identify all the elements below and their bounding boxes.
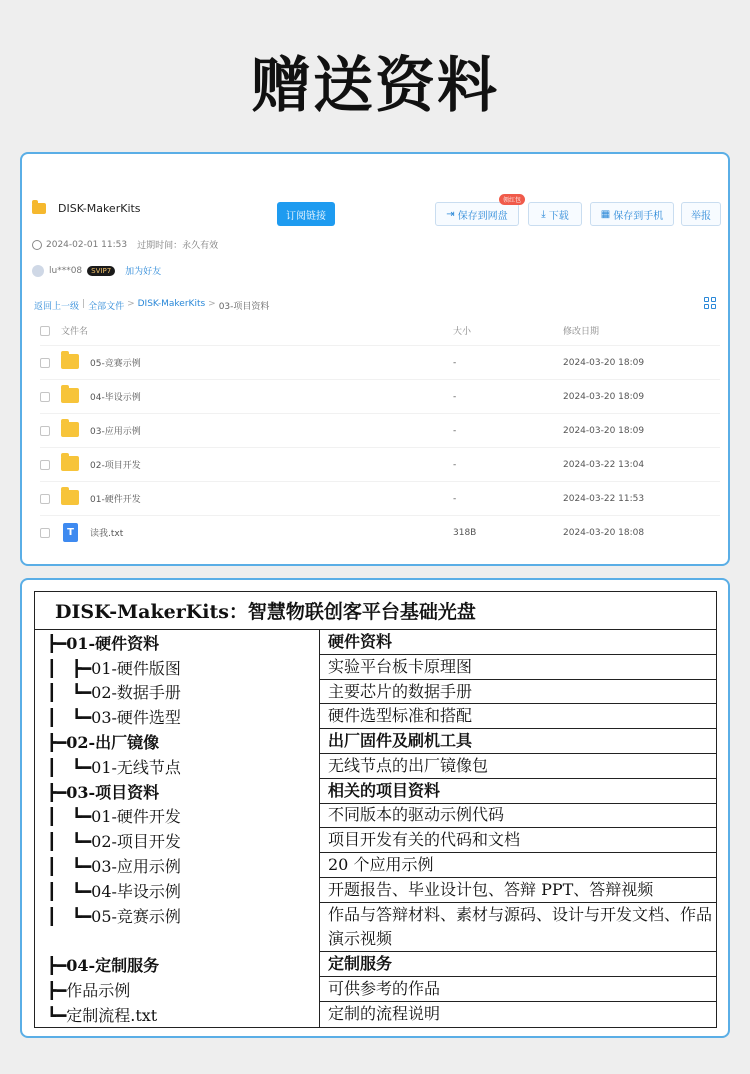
save-to-phone-label: 保存到手机 xyxy=(613,210,664,222)
breadcrumb: 返回上一级 | 全部文件 > DISK-MakerKits > 03-项目资料 xyxy=(34,299,270,312)
tree-item: ┃ ┗━04-毕设示例 xyxy=(35,878,320,903)
file-row[interactable] xyxy=(40,481,720,515)
folder-icon xyxy=(61,388,79,403)
tree-item: ┃ ┗━03-应用示例 xyxy=(35,853,320,878)
row-checkbox[interactable] xyxy=(40,392,50,402)
share-datetime: 2024-02-01 11:53 xyxy=(46,239,128,250)
file-size: 318B xyxy=(453,527,477,538)
download-icon: ⤓ xyxy=(541,208,546,220)
tree-item: ┣━01-硬件资料 xyxy=(35,630,320,655)
contents-card xyxy=(20,578,730,1038)
tree-item: ┃ ┗━05-竞赛示例 xyxy=(35,903,320,953)
file-row[interactable] xyxy=(40,413,720,447)
column-name[interactable]: 文件名 xyxy=(61,327,89,337)
file-name[interactable]: 读我.txt xyxy=(90,529,124,539)
item-description: 出厂固件及刷机工具 xyxy=(320,729,716,754)
red-packet-badge: 领红包 xyxy=(499,194,525,205)
file-list-header xyxy=(40,324,720,342)
item-description: 相关的项目资料 xyxy=(320,779,716,804)
file-size: - xyxy=(453,357,457,368)
item-description: 硬件选型标准和搭配 xyxy=(320,704,716,729)
tree-item: ┣━04-定制服务 xyxy=(35,952,320,977)
file-row[interactable] xyxy=(40,447,720,481)
user-name[interactable]: lu***08 xyxy=(49,265,83,276)
file-row[interactable] xyxy=(40,379,720,413)
share-meta xyxy=(32,238,218,251)
item-description: 作品与答辩材料、素材与源码、设计与开发文档、作品演示视频 xyxy=(320,903,716,953)
table-row xyxy=(35,853,716,878)
table-row xyxy=(35,704,716,729)
file-size: - xyxy=(453,391,457,402)
tree-item: ┣━03-项目资料 xyxy=(35,779,320,804)
expire-text: 过期时间：永久有效 xyxy=(137,241,219,251)
table-row xyxy=(35,878,716,903)
table-row xyxy=(35,1002,716,1027)
folder-icon xyxy=(61,422,79,437)
table-row xyxy=(35,729,716,754)
page-title: 赠送资料 xyxy=(251,51,499,121)
item-description: 定制的流程说明 xyxy=(328,1004,441,1024)
save-to-disk-button[interactable] xyxy=(435,202,519,226)
report-button[interactable]: 举报 xyxy=(681,202,721,226)
row-checkbox[interactable] xyxy=(40,494,50,504)
table-row xyxy=(35,903,716,953)
avatar[interactable] xyxy=(32,265,44,277)
download-label: 下载 xyxy=(548,210,569,222)
tree-item: ┣━作品示例 xyxy=(35,977,320,1002)
table-row xyxy=(35,754,716,779)
item-description: 项目开发有关的代码和文档 xyxy=(320,828,716,853)
column-size[interactable]: 大小 xyxy=(453,327,472,337)
item-description: 无线节点的出厂镜像包 xyxy=(320,754,716,779)
breadcrumb-disk[interactable]: DISK-MakerKits xyxy=(137,299,206,309)
row-checkbox[interactable] xyxy=(40,528,50,538)
row-checkbox[interactable] xyxy=(40,358,50,368)
file-date: 2024-03-20 18:09 xyxy=(563,425,645,436)
table-row xyxy=(35,952,716,977)
file-date: 2024-03-20 18:08 xyxy=(563,527,645,538)
file-name[interactable]: 02-项目开发 xyxy=(90,461,141,471)
table-row xyxy=(35,828,716,853)
item-description: 实验平台板卡原理图 xyxy=(320,655,716,680)
folder-icon xyxy=(61,354,79,369)
folder-icon xyxy=(61,456,79,471)
item-description: 开题报告、毕业设计包、答辩 PPT、答辩视频 xyxy=(320,878,716,903)
file-row[interactable] xyxy=(40,345,720,379)
save-icon: ⇥ xyxy=(446,208,455,220)
file-size: - xyxy=(453,493,457,504)
item-description: 主要芯片的数据手册 xyxy=(320,680,716,705)
share-card xyxy=(20,152,730,566)
tree-item: ┃ ┗━03-硬件选型 xyxy=(35,704,320,729)
item-description: 可供参考的作品 xyxy=(320,977,716,1002)
tree-item: ┃ ┗━02-数据手册 xyxy=(35,680,320,705)
tree-item: ┃ ┗━02-项目开发 xyxy=(35,828,320,853)
breadcrumb-back[interactable]: 返回上一级 xyxy=(34,302,80,312)
row-checkbox[interactable] xyxy=(40,460,50,470)
share-name: DISK-MakerKits xyxy=(58,202,141,215)
table-row xyxy=(35,680,716,705)
download-button[interactable] xyxy=(528,202,582,226)
folder-icon xyxy=(32,203,46,214)
file-date: 2024-03-20 18:09 xyxy=(563,391,645,402)
file-name[interactable]: 03-应用示例 xyxy=(90,427,141,437)
svip-badge: SVIP7 xyxy=(87,266,115,276)
breadcrumb-all-files[interactable]: 全部文件 xyxy=(88,302,125,312)
file-name[interactable]: 01-硬件开发 xyxy=(90,495,141,505)
file-name[interactable]: 04-毕设示例 xyxy=(90,393,141,403)
subscribe-button[interactable]: 订阅链接 xyxy=(277,202,335,226)
grid-view-icon[interactable] xyxy=(704,297,716,309)
clock-icon xyxy=(32,240,42,250)
file-date: 2024-03-22 11:53 xyxy=(563,493,645,504)
file-row[interactable] xyxy=(40,515,720,549)
item-description: 不同版本的驱动示例代码 xyxy=(320,804,716,829)
user-row xyxy=(32,264,161,277)
table-title: DISK-MakerKits：智慧物联创客平台基础光盘 xyxy=(35,592,716,630)
table-row xyxy=(35,977,716,1002)
share-header xyxy=(32,202,141,215)
breadcrumb-current: 03-项目资料 xyxy=(218,302,270,312)
table-row xyxy=(35,655,716,680)
item-description: 硬件资料 xyxy=(320,630,716,655)
tree-item: ┗━定制流程.txt xyxy=(35,1002,320,1027)
tree-item: ┃ ┗━01-无线节点 xyxy=(35,754,320,779)
file-size: - xyxy=(453,459,457,470)
table-row xyxy=(35,630,716,655)
item-description: 定制服务 xyxy=(320,952,716,977)
item-description: 20 个应用示例 xyxy=(320,853,716,878)
table-row xyxy=(35,779,716,804)
contents-table xyxy=(34,591,717,1028)
tree-item: ┣━02-出厂镜像 xyxy=(35,729,320,754)
table-row xyxy=(35,804,716,829)
file-size: - xyxy=(453,425,457,436)
save-to-phone-button[interactable] xyxy=(590,202,674,226)
save-to-disk-label: 保存到网盘 xyxy=(457,210,508,222)
qr-icon: ▦ xyxy=(600,208,611,220)
file-name[interactable]: 05-竞赛示例 xyxy=(90,359,141,369)
column-date[interactable]: 修改日期 xyxy=(563,327,600,337)
folder-icon xyxy=(61,490,79,505)
file-date: 2024-03-20 18:09 xyxy=(563,357,645,368)
text-file-icon: T xyxy=(63,523,78,542)
tree-item: ┃ ┣━01-硬件版图 xyxy=(35,655,320,680)
select-all-checkbox[interactable] xyxy=(40,326,50,336)
add-friend-link[interactable]: 加为好友 xyxy=(125,267,162,277)
file-date: 2024-03-22 13:04 xyxy=(563,459,645,470)
row-checkbox[interactable] xyxy=(40,426,50,436)
tree-item: ┃ ┗━01-硬件开发 xyxy=(35,804,320,829)
